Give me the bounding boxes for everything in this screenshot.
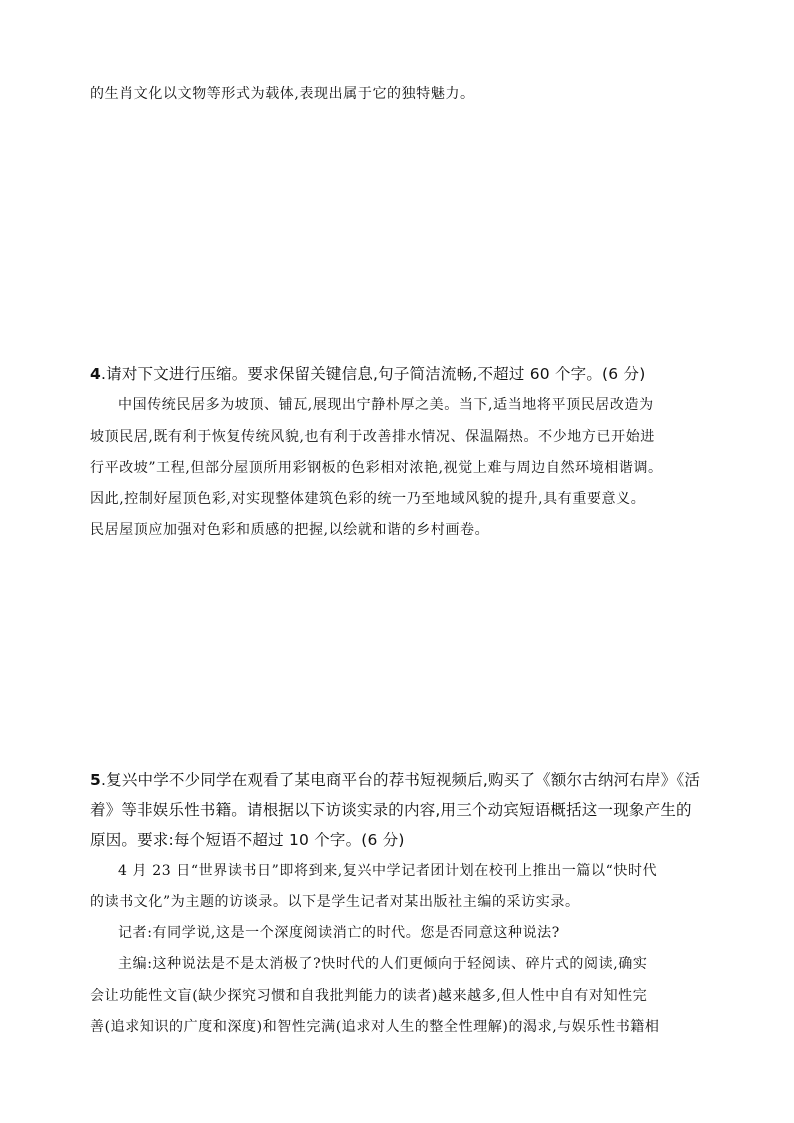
question-4-number: 4 xyxy=(90,365,101,383)
question-5-text: .复兴中学不少同学在观看了某电商平台的荐书短视频后,购买了《额尔古纳河右岸》《活 xyxy=(101,771,701,789)
interview-question-line: 记者:有同学说,这是一个深度阅读消亡的时代。您是否同意这种说法? xyxy=(118,925,560,941)
interview-answer-line: 善(追求知识的广度和深度)和智性完满(追求对人生的整全性理解)的渴求,与娱乐性书籍相 xyxy=(90,1019,660,1035)
continuation-line: 的生肖文化以文物等形式为载体,表现出属于它的独特魅力。 xyxy=(90,86,475,102)
question-5-prompt-line xyxy=(90,770,710,790)
interview-answer-line: 会让功能性文盲(缺少探究习惯和自我批判能力的读者)越来越多,但人性中自有对知性完 xyxy=(90,988,648,1004)
question-4-passage-line: 坡顶民居,既有利于恢复传统风貌,也有利于改善排水情况、保温隔热。不少地方已开始进 xyxy=(90,429,655,445)
question-4-passage-line: 中国传统民居多为坡顶、铺瓦,展现出宁静朴厚之美。当下,适当地将平顶民居改造为 xyxy=(118,397,654,413)
question-4-passage-line: 民居屋顶应加强对色彩和质感的把握,以绘就和谐的乡村画卷。 xyxy=(90,522,490,538)
interview-answer-line: 主编:这种说法是不是太消极了?快时代的人们更倾向于轻阅读、碎片式的阅读,确实 xyxy=(118,956,648,972)
question-5-prompt-line: 原因。要求:每个短语不超过 10 个字。(6 分) xyxy=(90,831,405,849)
question-4-prompt xyxy=(90,364,710,384)
question-4-passage-line: 行平改坡”工程,但部分屋顶所用彩钢板的色彩相对浓艳,视觉上难与周边自然环境相谐调。 xyxy=(90,460,663,476)
question-4-passage-line: 因此,控制好屋顶色彩,对实现整体建筑色彩的统一乃至地域风貌的提升,具有重要意义。 xyxy=(90,491,646,507)
question-5-prompt-line: 着》等非娱乐性书籍。请根据以下访谈实录的内容,用三个动宾短语概括这一现象产生的 xyxy=(90,801,692,819)
question-5-passage-line: 4 月 23 日“世界读书日”即将到来,复兴中学记者团计划在校刊上推出一篇以“快时代 xyxy=(118,863,658,879)
question-5-number: 5 xyxy=(90,771,101,789)
question-5-passage-line: 的读书文化”为主题的访谈录。以下是学生记者对某出版社主编的采访实录。 xyxy=(90,894,580,910)
question-4-text: .请对下文进行压缩。要求保留关键信息,句子简洁流畅,不超过 60 个字。(6 分) xyxy=(101,365,646,383)
